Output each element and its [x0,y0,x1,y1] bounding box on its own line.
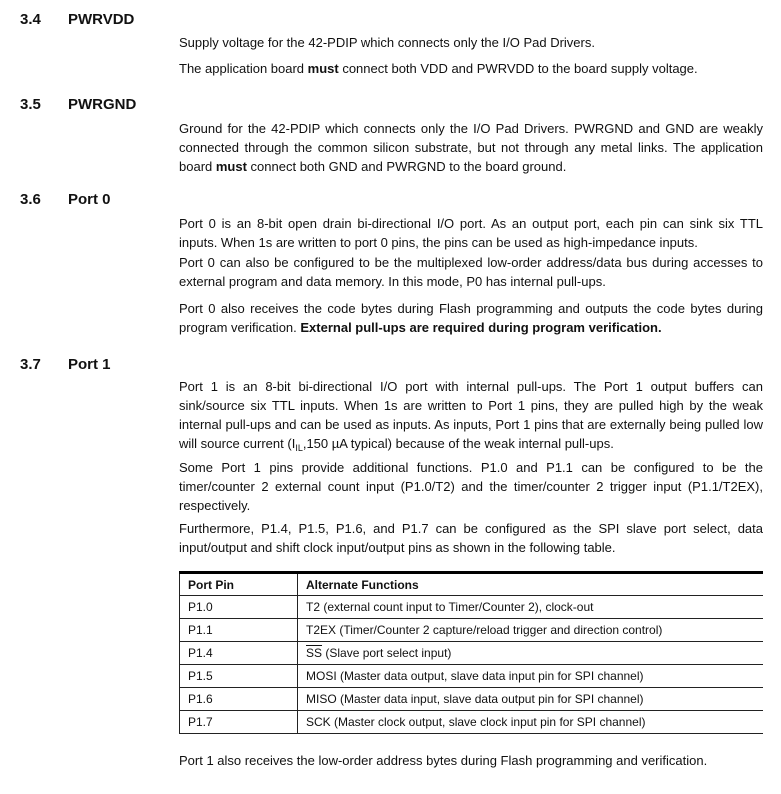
text: Ground for the 42-PDIP which connects only the I/O Pad Drivers. PWRGND and GND are weakly connected through the common silicon substrate, but not through any metal links. The application board [179,121,763,174]
paragraph [179,377,763,453]
paragraph: Port 0 can also be configured to be the multiplexed low-order address/data bus during accesses to external program and data memory. In this mode, P0 has internal pull-ups. [179,255,763,289]
paragraph: Port 1 also receives the low-order address bytes during Flash programming and verification. [179,753,708,768]
section-number: 3.5 [20,96,41,113]
text: Port 1 is an 8-bit bi-directional I/O port with internal pull-ups. The Port 1 output buffers can sink/source six TTL inputs. When 1s are written to Port 1 pins, they are pulled high by the weak internal pull-ups and can be used as inputs. As inputs, Port 1 pins that are externally being pulled low will source current (I [179,379,763,451]
text: The application board [179,61,308,76]
text: (Slave port select input) [322,646,452,660]
subscript: IL [295,443,303,453]
port-pin: P1.4 [180,642,298,665]
alternate-function: T2EX (Timer/Counter 2 capture/reload trigger and direction control) [298,619,764,642]
overlined-signal: $\overline{SS}$ [306,646,323,660]
alternate-function: SCK (Master clock output, slave clock input pin for SPI channel) [298,711,764,734]
column-header: Port Pin [180,573,298,596]
text: ,150 µA typical) because of the weak internal pull-ups. [302,436,614,451]
table-header-row [180,573,764,596]
table-row [180,711,764,734]
alternate-function: MISO (Master data input, slave data output pin for SPI channel) [298,688,764,711]
column-header: Alternate Functions [298,573,764,596]
paragraph [179,299,763,337]
table-row [180,596,764,619]
text: Port 0 also receives the code bytes during Flash programming and outputs the code bytes during program verification. [179,301,763,335]
text: connect both GND and PWRGND to the board ground. [246,159,567,174]
port-pin: P1.1 [180,619,298,642]
paragraph: Furthermore, P1.4, P1.5, P1.6, and P1.7 can be configured as the SPI slave port select, data input/output and shift clock input/output pins as shown in the following table. [179,521,763,555]
section-title: Port 0 [68,191,111,208]
port-pin: P1.5 [180,665,298,688]
table-row [180,642,764,665]
bold-text: must [307,61,339,76]
port-pin: P1.0 [180,596,298,619]
text: connect both VDD and PWRVDD to the board supply voltage. [338,61,698,76]
port-pin: P1.7 [180,711,298,734]
paragraph: Port 0 is an 8-bit open drain bi-directional I/O port. As an output port, each pin can sink six TTL inputs. When 1s are written to port 0 pins, the pins can be used as high-impedance inputs. [179,216,763,250]
alternate-function: T2 (external count input to Timer/Counter 2), clock-out [298,596,764,619]
section-title: PWRVDD [68,11,135,28]
table-row [180,688,764,711]
paragraph: Supply voltage for the 42-PDIP which connects only the I/O Pad Drivers. [179,35,595,50]
section-title: Port 1 [68,356,111,373]
section-number: 3.4 [20,11,41,28]
paragraph [179,59,763,78]
table-row [180,665,764,688]
section-number: 3.7 [20,356,41,373]
alternate-functions-table [179,571,763,734]
table-row [180,619,764,642]
alternate-function: MOSI (Master data output, slave data input pin for SPI channel) [298,665,764,688]
paragraph: Some Port 1 pins provide additional functions. P1.0 and P1.1 can be configured to be the timer/counter 2 external count input (P1.0/T2) and the timer/counter 2 trigger input (P1.1/T2EX), respectively. [179,460,763,513]
section-title: PWRGND [68,96,137,113]
bold-text: External pull-ups are required during program verification. [300,320,662,335]
paragraph [179,119,763,176]
bold-text: must [215,159,247,174]
alternate-function [298,642,764,665]
port-pin: P1.6 [180,688,298,711]
section-number: 3.6 [20,191,41,208]
